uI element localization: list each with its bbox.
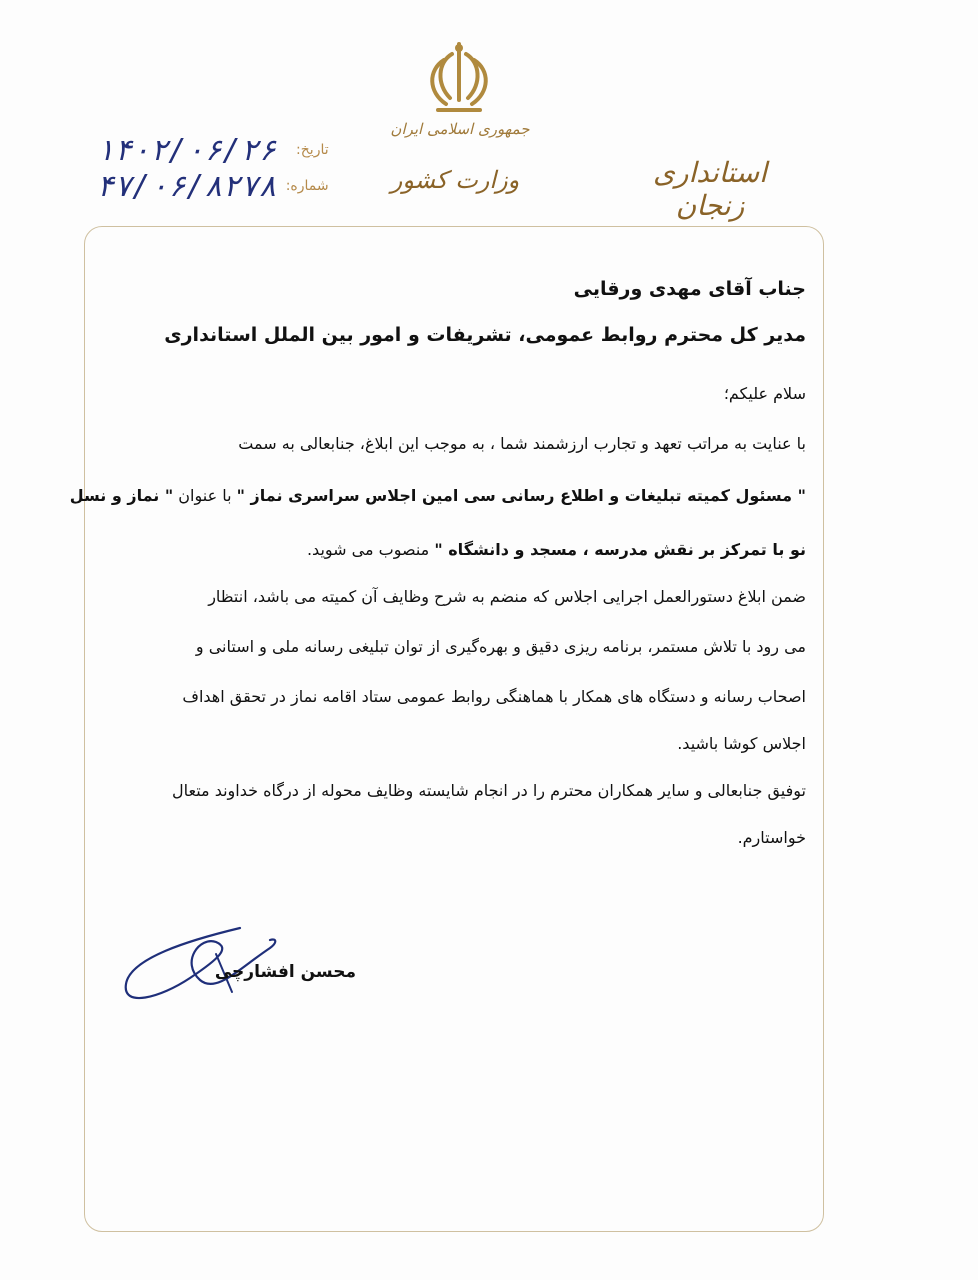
date-label: تاریخ: bbox=[296, 142, 329, 158]
body-line-2-plain: با عنوان bbox=[173, 486, 237, 505]
body-line-4: ضمن ابلاغ دستورالعمل اجرایی اجلاس که منضم به شرح وظایف آن کمیته می باشد، انتظار bbox=[208, 587, 806, 606]
recipient-title: مدیر کل محترم روابط عمومی، تشریفات و امور بین الملل استانداری bbox=[164, 324, 806, 346]
signer-name: محسن افشارچی bbox=[214, 962, 356, 982]
governorate-label: استانداری زنجان bbox=[653, 156, 767, 222]
number-label: شماره: bbox=[285, 178, 329, 194]
body-line-6: اصحاب رسانه و دستگاه های همکار با هماهنگی روابط عمومی ستاد اقامه نماز در تحقق اهداف bbox=[182, 687, 806, 706]
body-line-3-plain: منصوب می شوید. bbox=[306, 540, 435, 559]
body-line-2-bold: " مسئول کمیته تبلیغات و اطلاع رسانی سی امین اجلاس سراسری نماز " bbox=[236, 486, 806, 505]
ministry-label: وزارت کشور bbox=[390, 166, 520, 194]
body-line-2-bold-2: " نماز و نسل bbox=[69, 486, 174, 505]
republic-label: جمهوری اسلامی ایران bbox=[390, 120, 530, 138]
body-line-5: می رود با تلاش مستمر، برنامه ریزی دقیق و بهره‌گیری از توان تبلیغی رسانه ملی و استانی و bbox=[195, 637, 806, 656]
body-line-7: اجلاس کوشا باشید. bbox=[677, 734, 806, 753]
body-line-1: با عنایت به مراتب تعهد و تجارب ارزشمند شما ، به موجب این ابلاغ، جنابعالی به سمت bbox=[238, 434, 806, 453]
body-line-3-bold: نو با تمرکز بر نقش مدرسه ، مسجد و دانشگاه " bbox=[434, 540, 806, 559]
number-row bbox=[96, 170, 329, 202]
letter-frame bbox=[84, 226, 824, 1232]
date-row bbox=[96, 134, 329, 166]
number-value: ۴۷/۰۶/۸۲۷۸ bbox=[96, 168, 277, 204]
body-line-2 bbox=[69, 486, 806, 505]
body-line-9: خواستارم. bbox=[737, 828, 806, 847]
date-value: ۱۴۰۲/۰۶/۲۶ bbox=[96, 132, 277, 168]
body-line-3 bbox=[116, 540, 806, 559]
body-line-8: توفیق جنابعالی و سایر همکاران محترم را در انجام شایسته وظایف محوله از درگاه خداوند متعال bbox=[172, 781, 806, 800]
greeting: سلام علیکم؛ bbox=[723, 384, 806, 403]
signature-icon bbox=[120, 888, 280, 1008]
iran-emblem-icon bbox=[424, 40, 494, 118]
recipient-name: جناب آقای مهدی ورقایی bbox=[573, 278, 806, 300]
